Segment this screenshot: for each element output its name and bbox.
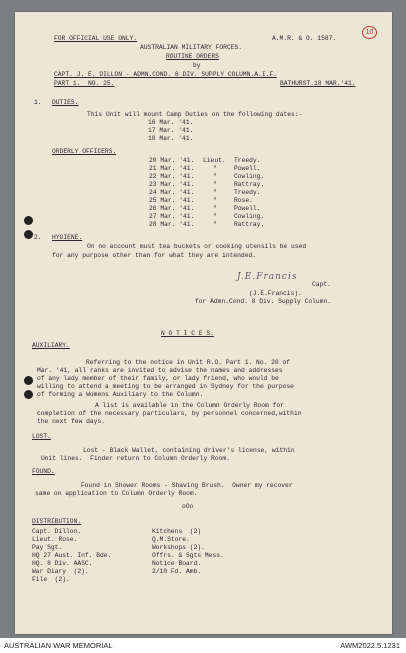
roster-date: 23 Mar. '41.: [149, 181, 195, 188]
roster-rank: ": [213, 205, 217, 212]
document-title: ROUTINE ORDERS: [166, 53, 219, 60]
distribution-entry: Lieut. Rose.: [32, 536, 78, 543]
auxiliary-text: willing to attend a meeting to be arranged in Sydney for the purpose: [37, 383, 294, 390]
distribution-entry: Kitchens (2): [152, 528, 202, 535]
classification: FOR OFFICIAL USE ONLY.: [54, 35, 138, 42]
section-number: 1.: [34, 99, 42, 106]
punch-hole: [24, 216, 33, 225]
auxiliary-text: completion of the necessary particulars, by personnel concerned,within: [37, 410, 302, 417]
hygiene-text: for any purpose other than for what they are intended.: [52, 252, 257, 259]
form-reference: A.M.R. & O. 1587.: [272, 35, 337, 42]
roster-rank: ": [213, 181, 217, 188]
issuing-officer: CAPT. J. E. DILLON - ADMN.COND. 8 DIV. SUPPLY COLUMN.A.I.F.: [54, 71, 277, 78]
orderly-officers-heading: ORDERLY OFFICERS.: [52, 148, 117, 155]
roster-date: 21 Mar. '41.: [149, 165, 195, 172]
lost-text: Unit lines. Finder return to Column Orderly Room.: [41, 455, 230, 462]
distribution-heading: DISTRIBUTION.: [32, 518, 82, 525]
distribution-entry: HQ. 8 Div. AASC.: [32, 560, 93, 567]
distribution-entry: HQ 27 Aust. Inf. Bde.: [32, 552, 112, 559]
roster-name: Powell.: [234, 165, 261, 172]
auxiliary-text: Referring to the notice in Unit R.O. Part 1. No. 20 of: [86, 359, 291, 366]
roster-rank: ": [213, 189, 217, 196]
roster-name: Cowling.: [234, 173, 265, 180]
roster-date: 28 Mar. '41.: [149, 221, 195, 228]
place-date: BATHURST.18 MAR.'41.: [280, 80, 356, 87]
roster-date: 26 Mar. '41.: [149, 205, 195, 212]
roster-name: Treedy.: [234, 189, 261, 196]
part-number: PART 1. NO. 25.: [54, 80, 115, 87]
duty-date: 18 Mar. '41.: [148, 135, 194, 142]
page-number-mark: 10: [362, 26, 377, 39]
roster-name: Powell.: [234, 205, 261, 212]
duty-date: 16 Mar. '41.: [148, 119, 194, 126]
handwritten-signature: J.E.Francis: [237, 272, 298, 282]
auxiliary-text: the next few days.: [37, 418, 106, 425]
roster-rank: ": [213, 213, 217, 220]
by-line: by: [193, 62, 201, 69]
roster-rank: ": [213, 197, 217, 204]
force-heading: AUSTRALIAN MILITARY FORCES.: [140, 44, 243, 51]
archive-reference: AWM2022.5.1231: [340, 641, 400, 650]
roster-date: 25 Mar. '41.: [149, 197, 195, 204]
lost-heading: LOST.: [32, 433, 51, 440]
roster-name: Rattray.: [234, 181, 265, 188]
section-number: 2.: [34, 234, 42, 241]
distribution-entry: War Diary (2).: [32, 568, 89, 575]
distribution-entry: 2/10 Fd. Amb.: [152, 568, 202, 575]
punch-hole: [24, 390, 33, 399]
hygiene-text: On no account must tea buckets or cooking utensils be used: [87, 243, 307, 250]
roster-name: Cowling.: [234, 213, 265, 220]
roster-rank: ": [213, 221, 217, 228]
roster-rank: Lieut.: [203, 157, 226, 164]
archive-footer: [0, 638, 406, 653]
duty-date: 17 Mar. '41.: [148, 127, 194, 134]
roster-date: 27 Mar. '41.: [149, 213, 195, 220]
found-heading: FOUND.: [32, 468, 55, 475]
roster-name: Rose.: [234, 197, 253, 204]
distribution-entry: Q.M.Store.: [152, 536, 190, 543]
auxiliary-text: Mar. '41, all ranks are invited to advise the names and addresses: [37, 367, 283, 374]
punch-hole: [24, 230, 33, 239]
distribution-entry: Capt. Dillon.: [32, 528, 82, 535]
section-heading-duties: DUTIES.: [52, 99, 79, 106]
roster-name: Treedy.: [234, 157, 261, 164]
signatory-rank: Capt.: [312, 281, 331, 288]
found-text: same on application to Column Orderly Room.: [35, 490, 198, 497]
roster-date: 22 Mar. '41.: [149, 173, 195, 180]
distribution-entry: Offrs. & Sgts Mess.: [152, 552, 224, 559]
duties-intro: This Unit will mount Camp Duties on the following dates:-: [87, 111, 303, 118]
roster-name: Rattray.: [234, 221, 265, 228]
auxiliary-text: of forming a Womens Auxiliary to the Column.: [37, 391, 204, 398]
distribution-entry: Workshops (2).: [152, 544, 205, 551]
roster-date: 24 Mar. '41.: [149, 189, 195, 196]
auxiliary-heading: AUXILIARY.: [32, 342, 70, 349]
auxiliary-text: A list is available in the Column Orderly Room for: [95, 402, 284, 409]
found-text: Found in Shower Rooms - Shaving Brush. Owner my recover: [81, 482, 293, 489]
archive-name: AUSTRALIAN WAR MEMORIAL: [4, 641, 113, 650]
document-page: [15, 12, 392, 634]
roster-rank: ": [213, 165, 217, 172]
distribution-entry: Pay Sgt.: [32, 544, 63, 551]
roster-date: 20 Mar. '41.: [149, 157, 195, 164]
signatory-for-line: for Admn.Cond. 8 Div. Supply Column.: [195, 298, 332, 305]
distribution-entry: Notice Board.: [152, 560, 202, 567]
section-heading-hygiene: HYGIENE.: [52, 234, 83, 241]
signatory-name: (J.E.Francis).: [249, 290, 302, 297]
distribution-entry: File (2).: [32, 576, 70, 583]
auxiliary-text: of any lady member of their family, or lady friend, who would be: [37, 375, 279, 382]
end-mark: oOo: [182, 503, 194, 510]
punch-hole: [24, 376, 33, 385]
notices-heading: N O T I C E S.: [161, 330, 214, 337]
lost-text: Lost - Black Wallet, containing driver's license, within: [83, 447, 295, 454]
roster-rank: ": [213, 173, 217, 180]
